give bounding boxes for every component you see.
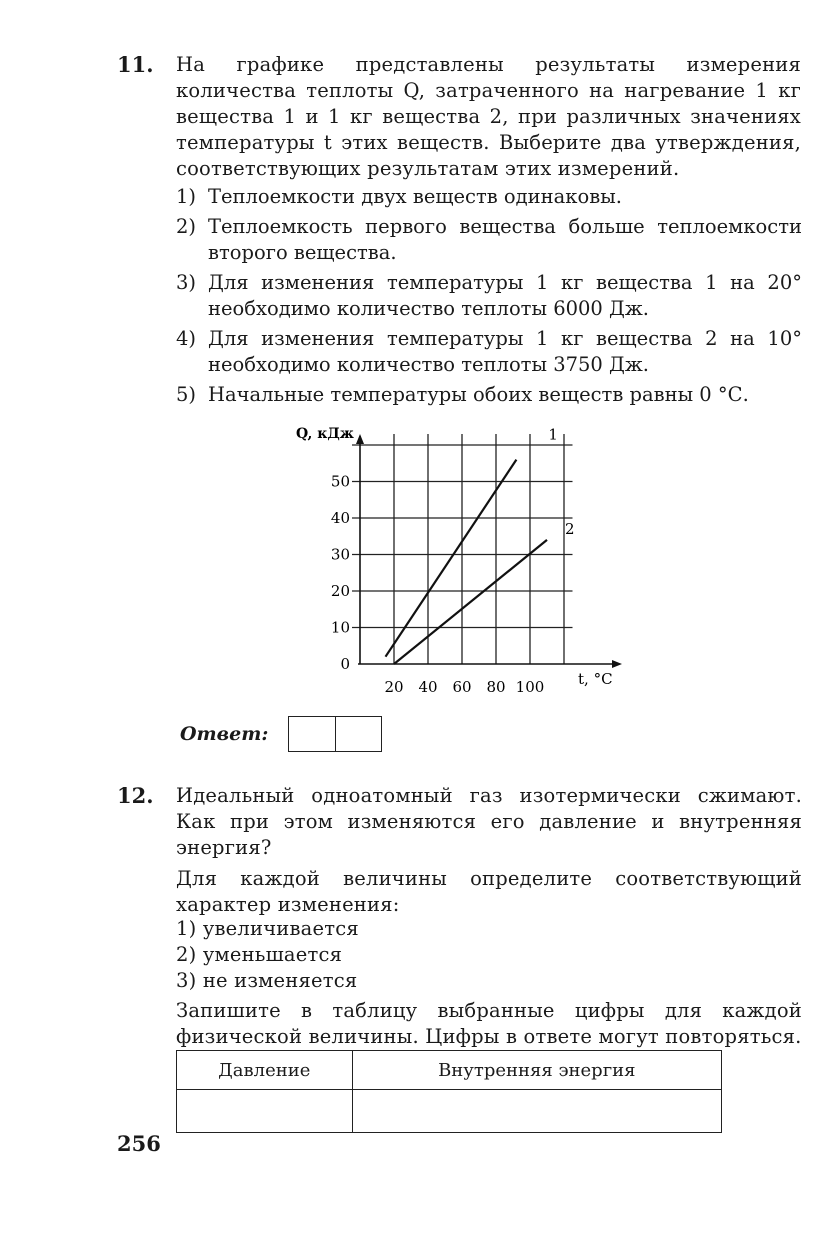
option-text: Теплоемкости двух веществ одинаковы. [208, 185, 622, 208]
option-2 [176, 214, 802, 266]
chart-ticks [331, 473, 544, 697]
chart-series [386, 426, 575, 664]
answer-box [288, 716, 382, 752]
y-axis-label: Q, кДж [296, 426, 354, 442]
answer-cell-pressure[interactable] [177, 1090, 353, 1133]
answer-row [180, 716, 382, 752]
option-4 [176, 326, 802, 378]
answer-cell-2[interactable] [335, 717, 381, 751]
x-tick-label: 20 [384, 678, 404, 696]
problem-12-number: 12. [117, 783, 154, 808]
table-header-energy: Внутренняя энергия [352, 1051, 721, 1090]
series-label-2: 2 [565, 519, 575, 538]
choice-2: 2) уменьшается [176, 943, 343, 966]
problem-11-text: На графике представлены результаты измерения количества теплоты Q, затраченного на нагревание 1 кг вещества 1 и 1 кг вещества 2, при различных значениях температуры t этих веществ. Выберите два утверждения, соответствующих результатам этих измерений. [176, 53, 801, 180]
problem-11-options [176, 184, 802, 412]
page-number: 256 [117, 1131, 161, 1156]
problem-12-text: Идеальный одноатомный газ изотермически сжимают. Как при этом изменяются его давление и внутренняя энергия? [176, 784, 802, 859]
option-5 [176, 382, 802, 408]
x-tick-label: 60 [452, 678, 472, 696]
option-1 [176, 184, 802, 210]
series-label-1: 1 [548, 425, 558, 444]
x-axis-arrow [612, 660, 622, 668]
option-text: Теплоемкость первого вещества больше теплоемкости второго вещества. [208, 215, 802, 264]
y-tick-label: 50 [330, 472, 350, 491]
problem-11-number: 11. [117, 52, 154, 77]
option-number: 4) [176, 327, 197, 350]
option-text: Для изменения температуры 1 кг вещества 1 на 20° необходимо количество теплоты 6000 Дж. [208, 271, 802, 320]
y-tick-label: 10 [330, 618, 350, 637]
option-number: 3) [176, 271, 197, 294]
x-tick-label: 40 [418, 678, 438, 696]
option-3 [176, 270, 802, 322]
answer-cell-1[interactable] [289, 717, 335, 751]
x-axis-label: t, °С [578, 670, 613, 688]
problem-12-choices [176, 916, 802, 994]
choice-1: 1) увеличивается [176, 917, 359, 940]
option-number: 2) [176, 215, 197, 238]
series-line-2 [394, 540, 547, 664]
choice-3: 3) не изменяется [176, 969, 358, 992]
option-number: 5) [176, 383, 197, 406]
chart-axes [356, 434, 622, 668]
x-tick-label: 100 [515, 678, 545, 696]
chart-grid [352, 434, 573, 664]
answer-cell-energy[interactable] [352, 1090, 721, 1133]
option-text: Для изменения температуры 1 кг вещества 2 на 10° необходимо количество теплоты 3750 Дж. [208, 327, 802, 376]
y-axis-arrow [356, 434, 364, 444]
problem-12-instruction: Для каждой величины определите соответствующий характер изменения: [176, 867, 802, 916]
option-text: Начальные температуры обоих веществ равны 0 °С. [208, 383, 749, 406]
answer-table [176, 1050, 722, 1133]
y-tick-label: 30 [330, 545, 350, 564]
option-number: 1) [176, 185, 197, 208]
y-tick-label: 40 [330, 509, 350, 527]
table-header-pressure: Давление [177, 1051, 353, 1090]
heat-chart [280, 422, 640, 702]
answer-label: Ответ: [180, 723, 269, 745]
y-tick-label: 0 [340, 655, 350, 673]
problem-12-closing: Запишите в таблицу выбранные цифры для каждой физической величины. Цифры в ответе могут повторяться. [176, 999, 802, 1048]
x-tick-label: 80 [486, 678, 506, 696]
y-tick-label: 20 [330, 582, 350, 600]
